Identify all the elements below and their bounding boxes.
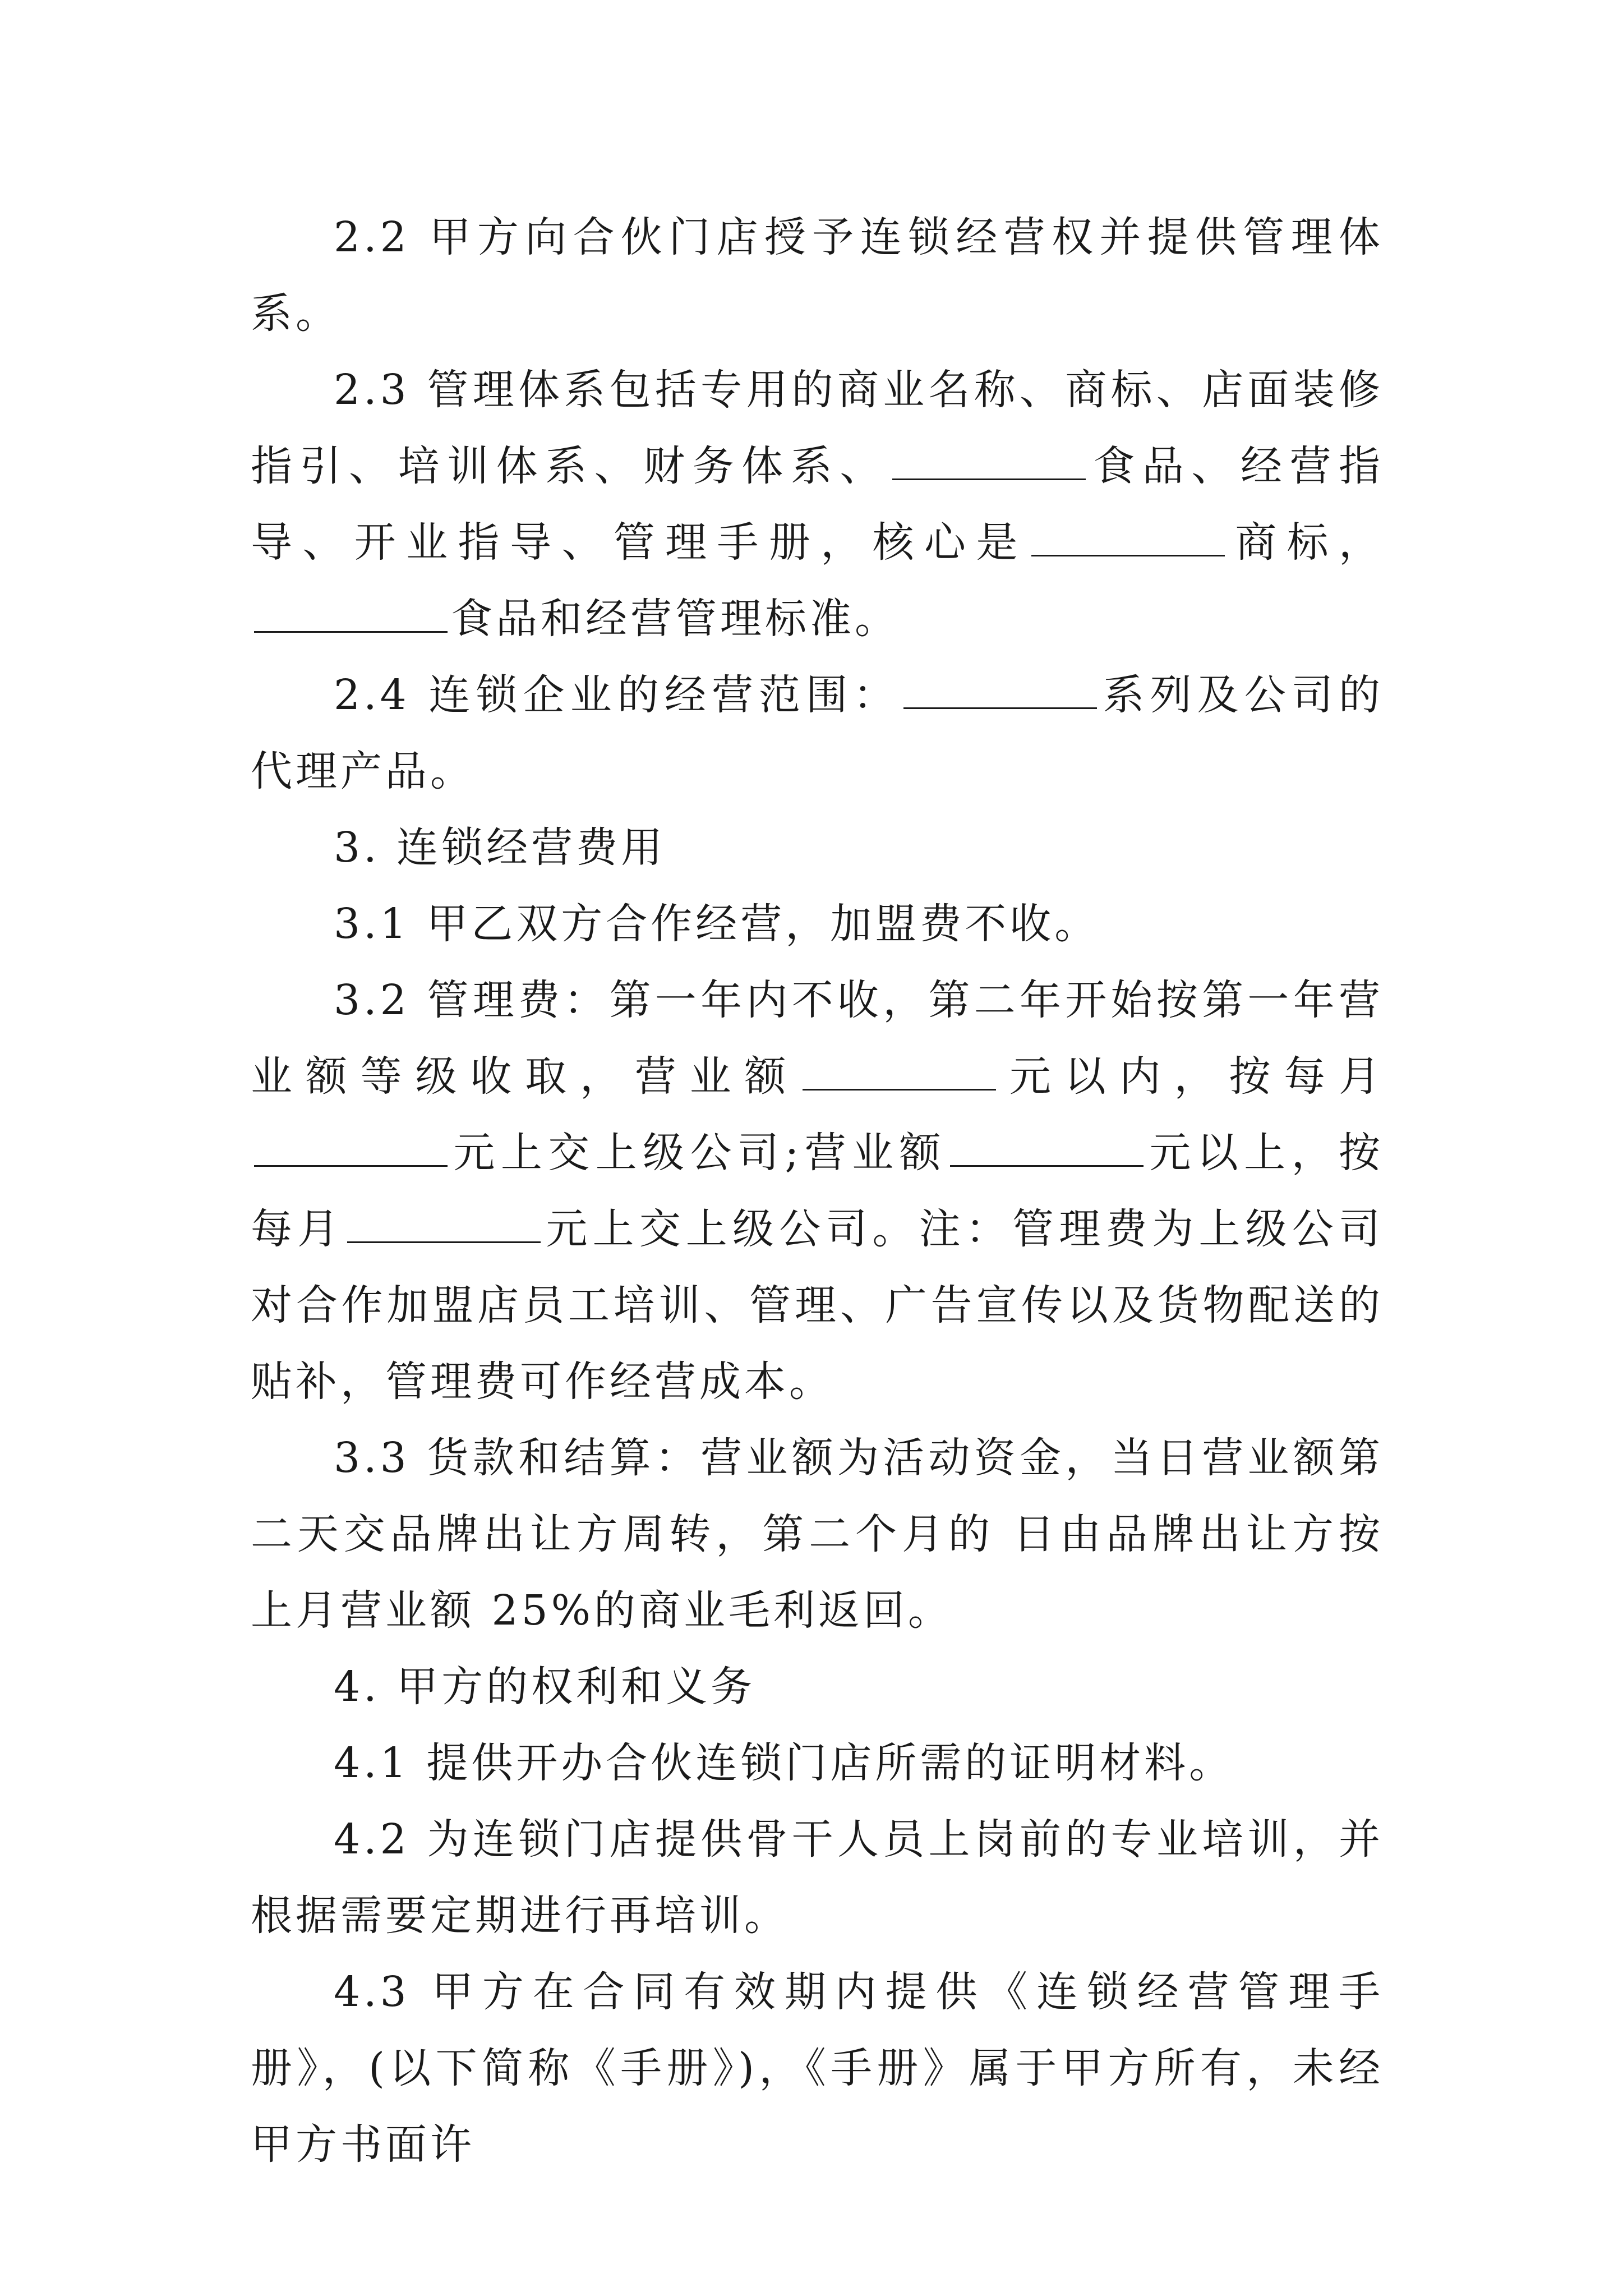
- clause-4-2: 4.2 为连锁门店提供骨干人员上岗前的专业培训，并根据需要定期进行再培训。: [251, 1815, 1384, 1940]
- clause-4-1: 4.1 提供开办合伙连锁门店所需的证明材料。: [334, 1739, 1234, 1787]
- fill-in-blank[interactable]: [347, 1202, 541, 1243]
- clause-2-3: 2.3 管理体系包括专用的商业名称、商标、店面装修指引、培训体系、财务体系、 食品、经营指导、开业指导、管理手册，核心是 商标，食品和经营管理标准。: [251, 366, 1384, 643]
- fill-in-blank[interactable]: [903, 668, 1097, 709]
- clause-3-3: 3.3 货款和结算：营业额为活动资金，当日营业额第二天交品牌出让方周转，第二个月的 日由品牌出让方按上月营业额 25%的商业毛利返回。: [251, 1434, 1384, 1635]
- fill-in-blank[interactable]: [254, 592, 448, 633]
- fill-in-blank[interactable]: [1031, 516, 1225, 556]
- clause-2-2: 2.2 甲方向合伙门店授予连锁经营权并提供管理体系。: [251, 213, 1384, 338]
- document-body: [251, 199, 1384, 2183]
- clause-4-3: 4.3 甲方在合同有效期内提供《连锁经营管理手册》，(以下简称《手册》)，《手册》属于甲方所有，未经甲方书面许: [251, 1968, 1384, 2169]
- fill-in-blank[interactable]: [892, 439, 1086, 480]
- section-3-heading: 3. 连锁经营费用: [334, 823, 666, 872]
- section-4-heading: 4. 甲方的权利和义务: [334, 1663, 756, 1711]
- fill-in-blank[interactable]: [254, 1126, 448, 1167]
- clause-3-1: 3.1 甲乙双方合作经营，加盟费不收。: [334, 900, 1100, 948]
- clause-2-4: 2.4 连锁企业的经营范围： 系列及公司的代理产品。: [251, 657, 1384, 809]
- clause-3-2: 3.2 管理费：第一年内不收，第二年开始按第一年营业额等级收取，营业额 元以内，按每月元上交上级公司;营业额 元以上，按每月 元上交上级公司。注：管理费为上级公司对合作加盟店员工培训、管理、广告宣传以及货物配送的贴补，管理费可作经营成本。: [251, 976, 1384, 1406]
- fill-in-blank[interactable]: [950, 1126, 1144, 1167]
- fill-in-blank[interactable]: [803, 1050, 996, 1091]
